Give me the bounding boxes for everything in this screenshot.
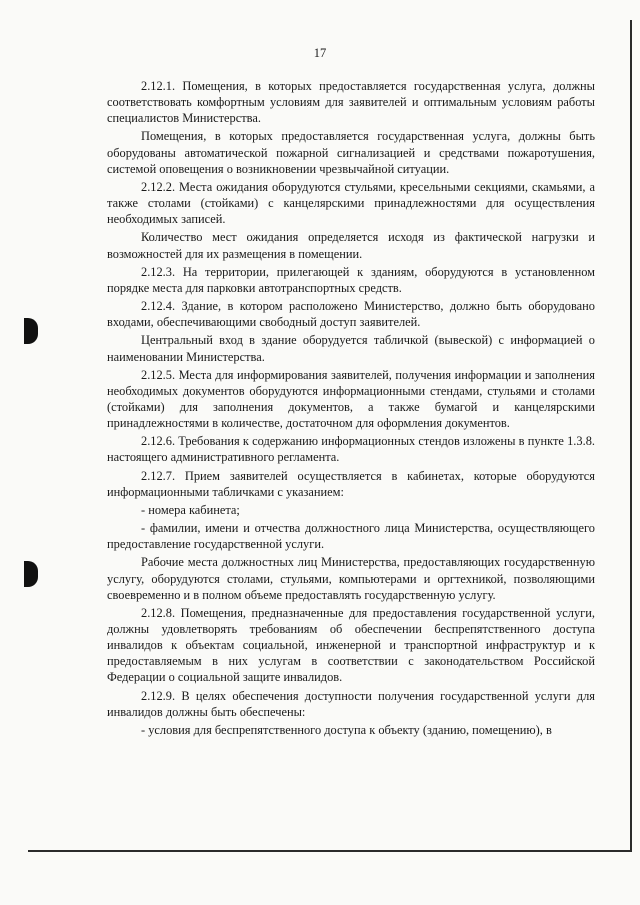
- document-body: [107, 78, 595, 740]
- paragraph: 2.12.4. Здание, в котором расположено Министерство, должно быть оборудовано входами, обеспечивающими свободный доступ заявителей.: [107, 299, 595, 330]
- paragraph: 2.12.2. Места ожидания оборудуются стульями, кресельными секциями, скамьями, а также столами (стойками) с канцелярскими принадлежностями для осуществления необходимых записей.: [107, 179, 595, 227]
- list-item: - фамилии, имени и отчества должностного лица Министерства, осуществляющего предоставление государственной услуги.: [107, 521, 595, 552]
- paragraph: Центральный вход в здание оборудуется табличкой (вывеской) с информацией о наименовании Министерства.: [107, 333, 595, 364]
- list-item: - условия для беспрепятственного доступа к объекту (зданию, помещению), в: [141, 722, 552, 737]
- paragraph: 2.12.8. Помещения, предназначенные для предоставления государственной услуги, должны удовлетворять требованиям об обеспечении беспрепятственного доступа инвалидов к объектам социальной, инженерной и транспортной инфраструктур и к предоставляемым в них услугам в соответствии с законодательством Российской Федерации о социальной защите инвалидов.: [107, 605, 595, 685]
- paragraph: 2.12.5. Места для информирования заявителей, получения информации и заполнения необходимых документов оборудуются информационными стендами, стульями и столами (стойками) для заполнения документов, а также бумагой и канцелярскими принадлежностями в количестве, достаточном для оформления документов.: [107, 367, 595, 431]
- paragraph: 2.12.1. Помещения, в которых предоставляется государственная услуга, должны соответствовать комфортным условиям для заявителей и оптимальным условиям работы специалистов Министерства.: [107, 79, 595, 126]
- list-item: - номера кабинета;: [141, 502, 240, 517]
- paragraph: 2.12.7. Прием заявителей осуществляется в кабинетах, которые оборудуются информационными табличками с указанием:: [107, 468, 595, 499]
- punch-hole-mark: [24, 561, 38, 587]
- page-number: 17: [313, 46, 327, 60]
- paragraph: 2.12.6. Требования к содержанию информационных стендов изложены в пункте 1.3.8. настоящего административного регламента.: [107, 434, 595, 465]
- paragraph: 2.12.9. В целях обеспечения доступности получения государственной услуги для инвалидов должны быть обеспечены:: [107, 688, 595, 719]
- paragraph: Рабочие места должностных лиц Министерства, предоставляющих государственную услугу, оборудуются столами, стульями, компьютерами и оргтехникой, позволяющими своевременно и в полном объеме предоставлять государственную услугу.: [107, 555, 595, 602]
- paragraph: 2.12.3. На территории, прилегающей к зданиям, оборудуются в установленном порядке места для парковки автотранспортных средств.: [107, 264, 595, 295]
- paragraph: Помещения, в которых предоставляется государственная услуга, должны быть оборудованы автоматической пожарной сигнализацией и средствами пожаротушения, системой оповещения о возникновении чрезвычайной ситуации.: [107, 129, 595, 176]
- paragraph: Количество мест ожидания определяется исходя из фактической нагрузки и возможностей для их размещения в помещении.: [107, 230, 595, 261]
- punch-hole-mark: [24, 318, 38, 344]
- scan-edge-bottom: [28, 850, 632, 852]
- scan-edge-right: [630, 20, 632, 850]
